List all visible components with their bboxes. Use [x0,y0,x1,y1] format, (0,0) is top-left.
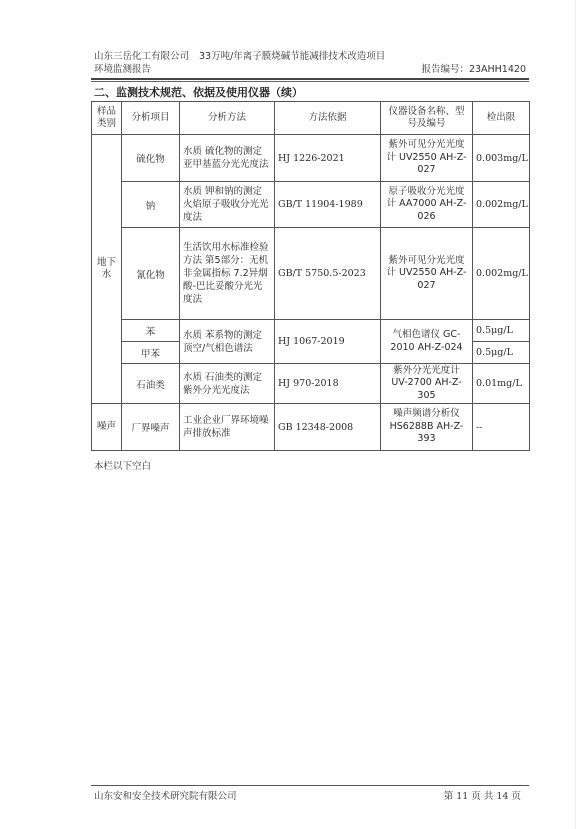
method-cell: 生活饮用水标准检验方法 第5部分：无机非金属指标 7.2异烟酸-巴比妥酸分光光度法 [180,228,275,320]
header-item: 分析项目 [122,102,180,135]
blank-note: 本栏以下空白 [94,461,152,472]
table-row [92,135,530,182]
page-header [94,50,526,76]
header-basis: 方法依据 [275,102,381,135]
basis-cell: HJ 1067-2019 [275,320,381,364]
instrument-cell: 紫外可见分光光度计 UV2550 AH-Z-027 [381,135,473,182]
footer-rule [91,785,529,786]
basis-cell: HJ 970-2018 [275,364,381,404]
basis-cell: GB/T 5750.5-2023 [275,228,381,320]
limit-cell: 0.01mg/L [473,364,530,404]
groundwater-category: 地下水 [92,135,122,404]
limit-cell: 0.002mg/L [473,182,530,228]
instrument-cell: 原子吸收分光光度计 AA7000 AH-Z-026 [381,182,473,228]
page-fold-line [575,0,576,829]
item-cell: 氰化物 [122,228,180,320]
header-instrument: 仪器设备名称、型号及编号 [381,102,473,135]
basis-cell: GB 12348-2008 [275,404,381,451]
instrument-cell: 噪声频谱分析仪 HS6288B AH-Z-393 [381,404,473,451]
item-cell: 石油类 [122,364,180,404]
table-row [92,404,530,451]
noise-category: 噪声 [92,404,122,451]
footer-institute: 山东安和安全技术研究院有限公司 [94,791,237,802]
project-name: 33万吨/年离子膜烧碱节能减排技术改造项目 [199,51,386,62]
limit-cell: 0.5μg/L [473,320,530,342]
header-rule-thin [91,81,529,82]
item-cell: 钠 [122,182,180,228]
limit-cell: 0.5μg/L [473,342,530,364]
table-row [92,320,530,342]
report-number: 报告编号：23AHH1420 [421,64,526,75]
instrument-cell: 气相色谱仪 GC-2010 AH-Z-024 [381,320,473,364]
item-cell: 苯 [122,320,180,342]
methods-table [91,101,530,451]
section-title: 二、监测技术规范、依据及使用仪器（续） [94,86,303,99]
method-cell: 水质 钾和钠的测定 火焰原子吸收分光光度法 [180,182,275,228]
report-type: 环境监测报告 [94,64,152,75]
company-name: 山东三岳化工有限公司 [94,51,190,62]
basis-cell: HJ 1226-2021 [275,135,381,182]
item-cell: 厂界噪声 [122,404,180,451]
instrument-cell: 紫外分光光度计 UV-2700 AH-Z-305 [381,364,473,404]
table-row [92,182,530,228]
header-method: 分析方法 [180,102,275,135]
method-cell: 水质 硫化物的测定 亚甲基蓝分光光度法 [180,135,275,182]
instrument-cell: 紫外可见分光光度计 UV2550 AH-Z-027 [381,228,473,320]
header-limit: 检出限 [473,102,530,135]
footer-page-number: 第 11 页 共 14 页 [443,791,521,802]
limit-cell: 0.003mg/L [473,135,530,182]
method-cell: 水质 苯系物的测定 顶空/气相色谱法 [180,320,275,364]
item-cell: 硫化物 [122,135,180,182]
table-row [92,228,530,320]
item-cell: 甲苯 [122,342,180,364]
limit-cell: 0.002mg/L [473,228,530,320]
basis-cell: GB/T 11904-1989 [275,182,381,228]
table-header-row [92,102,530,135]
header-rule-thick [91,78,529,80]
method-cell: 工业企业厂界环境噪声排放标准 [180,404,275,451]
table-row [92,364,530,404]
method-cell: 水质 石油类的测定 紫外分光光度法 [180,364,275,404]
limit-cell: -- [473,404,530,451]
header-sample-type: 样品类别 [92,102,122,135]
